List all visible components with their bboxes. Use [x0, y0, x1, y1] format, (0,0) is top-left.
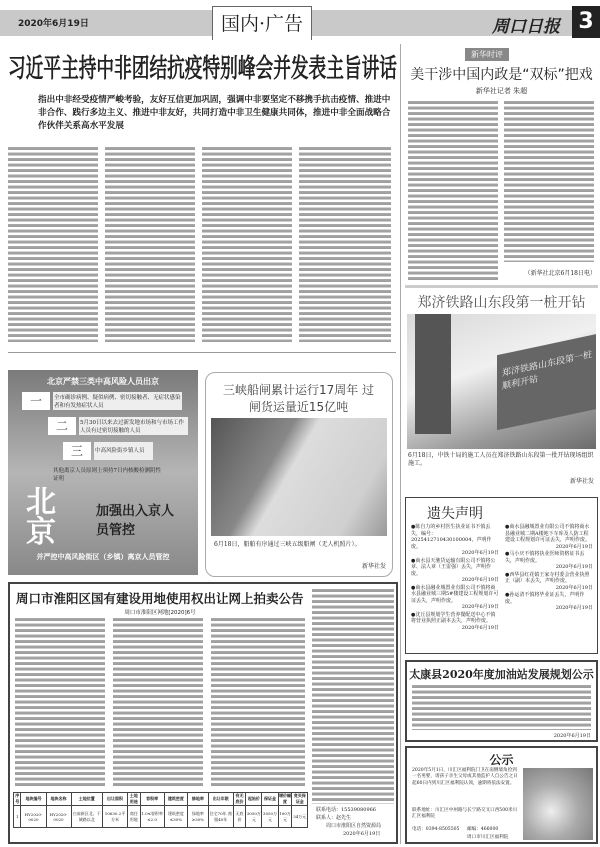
lost-item-text: ●马小庆不慎将执业医师资格证书丢失，声明作废。 [505, 551, 585, 564]
threegorges-box [205, 372, 393, 577]
table-header: 有无底价 [233, 793, 245, 806]
beijing-city: 北京 [26, 485, 56, 550]
lost-item-date: 2020年6月19日 [461, 624, 499, 631]
table-header: 出让面积 [102, 793, 127, 806]
table-cell: 无底价 [233, 806, 245, 828]
notice-address: 联系地址：川汇区中州路与长宁路交叉口西500米川汇区福利院 [412, 808, 518, 819]
beijing-headline: 加强出入京人员管控 [96, 504, 175, 538]
table-cell: 1.0≤容积率≤2.0 [140, 806, 164, 828]
table-cell: 3050万元 [262, 806, 278, 828]
lost-item [505, 524, 593, 550]
table-header: 建筑密度 [164, 793, 187, 806]
table-header: 序号 [15, 793, 20, 804]
auction-notice [8, 582, 398, 844]
lost-item-text: ●沈丘县规划学生营养餐配送中心不慎将营业执照正副本丢失，声明作废。 [411, 611, 496, 624]
lost-item-date: 2020年6月19日 [555, 584, 593, 591]
lost-item-text: ●商水县天驰货运输有限公司不慎将公章、法人章（王雷强）丢失，声明作废。 [411, 557, 496, 577]
railway-photo [407, 314, 596, 449]
table-cell: 建筑密度≤30% [164, 806, 187, 828]
table-cell: 34万元 [292, 806, 308, 828]
lead-body-col [105, 146, 195, 342]
lead-body-col [8, 146, 98, 342]
commentary-tag: 新华时评 [465, 48, 509, 61]
taikang-body [412, 684, 591, 730]
drill-rig-shape [415, 314, 451, 434]
commentary-byline: 新华社记者 朱超 [475, 87, 528, 95]
beijing-item [63, 442, 153, 460]
lost-item-text: ●孙运清不慎将毕业证丢失，声明作废。 [505, 592, 585, 605]
lost-item-date: 2020年6月19日 [461, 550, 499, 556]
issue-date: 2020年6月19日 [18, 19, 89, 29]
taikang-headline: 太康县2020年度加油站发展规划公示 [409, 668, 594, 681]
notice-postcode: 邮编：466000 [467, 827, 499, 832]
auction-issuer: 周口市淮阳区自然资源局 [326, 823, 382, 829]
beijing-footer: 并严控中高风险街区（乡镇）离京人员管控 [36, 553, 170, 561]
banner-sign: 郑济铁路山东段第一桩顺利开钻 [497, 333, 596, 430]
railway-caption: 6月18日，中铁十局的施工人员在郑济铁路山东段第一批开钻现场组织施工。 [408, 452, 594, 467]
table-header: 出让年限 [208, 793, 233, 806]
beijing-item [48, 417, 188, 435]
auction-contact: 联系电话：15539080966 [316, 807, 376, 813]
table-cell: HY2020-0020 [21, 806, 46, 828]
lost-item-date: 2020年6月19日 [555, 605, 593, 611]
lead-body-col [202, 146, 292, 342]
lost-item [411, 612, 499, 632]
table-header: 保证金 [262, 793, 278, 806]
notice-phone: 电话：0394-8505505 [412, 827, 460, 832]
lost-title: 遗失声明 [427, 506, 483, 522]
table-cell: 住宅70年 商服40年 [208, 806, 233, 828]
taikang-date: 2020年6月19日 [553, 733, 591, 739]
lost-list [411, 524, 593, 652]
auction-body-col [113, 617, 203, 787]
railway-credit: 新华社发 [569, 478, 594, 485]
item-number: 一 [22, 392, 50, 410]
table-header: 容积率 [140, 793, 164, 806]
auction-table [13, 792, 308, 828]
lost-item-date: 2020年6月19日 [461, 577, 499, 583]
item-number: 二 [48, 417, 76, 435]
beijing-graphic [8, 370, 198, 575]
lead-subheadline: 指出中非经受疫情严峻考验，友好互信更加巩固，强调中非要坚定不移携手抗击疫情、推进中非合作、践行多边主义、推进中非友好，共同打造中非卫生健康共同体，推进中非全面战略合作伙伴关系高水平发展 [38, 95, 391, 131]
table-header: 土地位置 [71, 793, 102, 806]
table-cell: 100万元 [278, 806, 292, 828]
auction-body-col [312, 588, 394, 804]
lost-notices [405, 497, 598, 654]
item-text: 全市确诊病例、疑似病例、密切接触者、无症状感染者和有发热症状人员 [53, 392, 182, 410]
lost-item-text: ●商水县融业城置业有限公司不慎将商水县融业城三期5#楼建设工程规划许可证丢失，声明作废。 [411, 584, 499, 604]
lost-item-date: 2020年6月19日 [461, 604, 499, 610]
table-cell: 白雀新区北、干城路以北 [71, 806, 102, 828]
table-header: 竞买保证金 [293, 793, 306, 804]
lost-item [505, 592, 593, 612]
auction-body-col [15, 617, 105, 787]
table-header: 绿地率 [188, 793, 209, 806]
threegorges-credit: 新华社发 [361, 563, 386, 570]
lead-body-col [299, 146, 391, 342]
table-cell: 1 [14, 806, 21, 828]
notice-issuer: 周口市川汇区福利院 [467, 835, 509, 840]
commentary-body-col [408, 100, 498, 280]
lost-item-text: ●商水县融城置业有限公司不慎将商水县融业城二期A楼地下车库及人防工程建设工程规划许可证丢失，声明作废。 [505, 524, 591, 543]
divider [8, 352, 396, 353]
auction-docno: 周口市淮阳区网地[2020]6号 [124, 610, 196, 616]
lost-item [505, 572, 593, 592]
threegorges-photo [211, 418, 387, 536]
table-cell: 10630.2平方米 [102, 806, 127, 828]
auction-contact-person: 联系人：赵先生 [316, 815, 352, 821]
item-text: 5月30日以来去过新发地市场和与市场工作人员有过密切接触的人员 [79, 417, 188, 435]
lost-item [505, 551, 593, 571]
taikang-notice [405, 660, 598, 742]
table-cell: 绿地率≥30% [188, 806, 209, 828]
newspaper-logo: 周口日报 [492, 17, 560, 37]
auction-date: 2020年6月19日 [343, 831, 381, 837]
public-notice [405, 746, 598, 844]
threegorges-caption: 6月18日，船舶有序通过三峡五级船闸（无人机照片）。 [214, 541, 361, 548]
table-header: 增价幅度 [279, 793, 292, 804]
page-number: 3 [572, 6, 600, 38]
lead-headline: 习近平主持中非团结抗疫特别峰会并发表主旨讲话 [8, 54, 397, 84]
auction-headline: 周口市淮阳区国有建设用地使用权出让网上拍卖公告 [16, 591, 304, 606]
lost-item-text: ●西华县红花镇王家寺村委会营业执照正（副）本丢失，声明作废。 [505, 571, 590, 584]
beijing-title: 北京严禁三类中高风险人员出京 [47, 377, 159, 386]
lost-item-date: 2020年6月19日 [555, 564, 593, 570]
divider [405, 285, 598, 288]
beijing-item [22, 392, 182, 410]
table-header: 地块编号 [21, 793, 46, 806]
table-cell: HY2020-0020 [46, 806, 71, 828]
table-cell: 商住用地 [128, 806, 140, 828]
lost-item-text: ●陈自力的乡村医生执业证书不慎丢失，编号：2025412710430100004，声明作废。 [411, 524, 492, 550]
commentary-headline: 美干涉中国内政是“双标”把戏 [410, 67, 593, 83]
threegorges-headline: 三峡船闸累计运行17周年 过闸货运量近15亿吨 [222, 383, 375, 414]
table-header: 土地用途 [128, 793, 140, 806]
table-cell: 3050万元 [246, 806, 262, 828]
notice-body: 2020年5月1日，川汇区福利院门卫在南侧墙角捡到一名男婴，请孩子亲生父母或其他监护人自公告之日起60日内到川汇区福利院认领，逾期将依法安置。 [412, 768, 518, 786]
auction-body-col [211, 617, 305, 787]
table-header: 地块名称 [46, 793, 71, 806]
item-text: 中高风险街乡镇人员 [94, 442, 153, 460]
beijing-note: 其他离京人员原则上须持7日内核酸检测阴性证明 [53, 468, 162, 482]
table-header: 起始价 [246, 793, 262, 806]
column-divider [400, 44, 401, 844]
lost-item-date: 2020年6月19日 [555, 543, 593, 550]
commentary-body-col [504, 100, 594, 262]
item-number: 三 [63, 442, 91, 460]
lost-item [411, 585, 499, 611]
railway-headline: 郑济铁路山东段第一桩开钻 [417, 295, 586, 311]
notice-title: 公示 [489, 753, 514, 767]
section-title: 国内·广告 [212, 6, 312, 40]
lost-item [411, 524, 499, 557]
commentary-dateline: （新华社北京6月18日电） [524, 270, 596, 277]
lost-item [411, 558, 499, 584]
infant-photo [523, 768, 593, 840]
